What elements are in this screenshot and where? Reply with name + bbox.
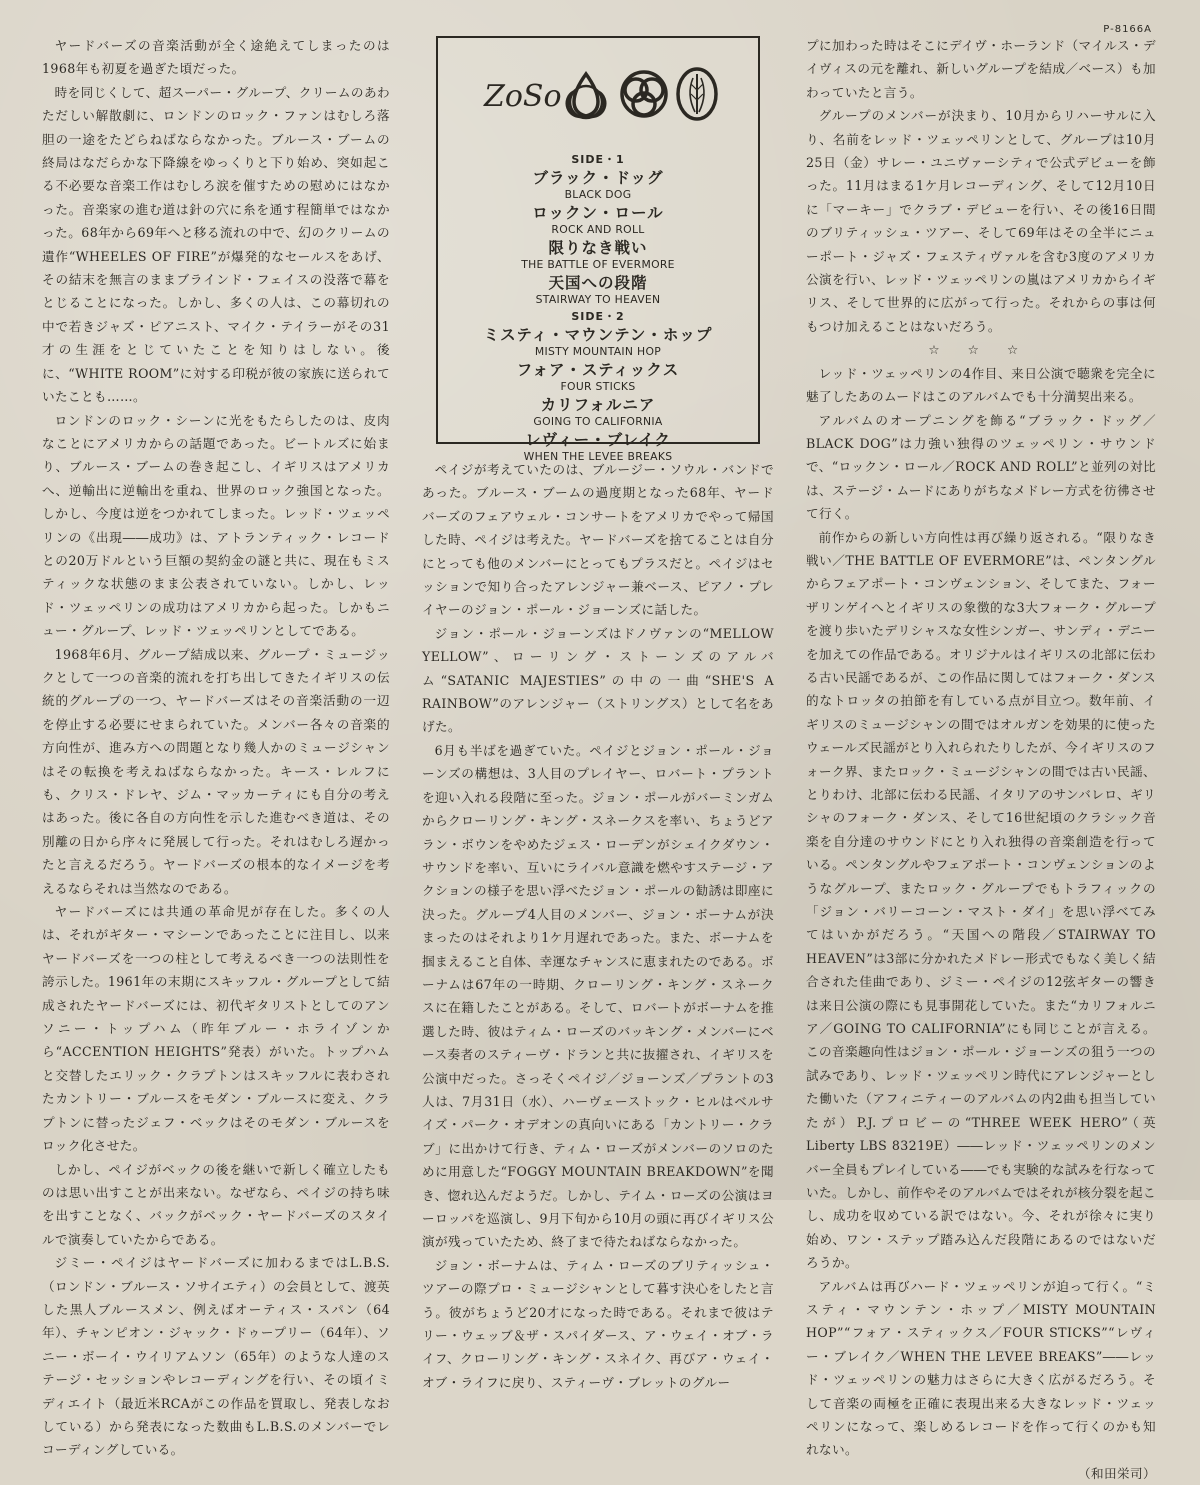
section-divider-stars: ☆☆☆ [928, 342, 1047, 358]
right-paragraph-6: アルバムは再びハード・ツェッペリンが迫って行く。“ミスティ・マウンテン・ホップ／MISTY MOUNTAIN HOP”“フォア・スティックス／FOUR STICKS”“レヴィー・ブレイク／WHEN THE LEVEE BREAKS”――レッド・ツェッペリンの魅力はさらに大きく広がるだろう。そして音楽の両極を正確に表現出来る大きなレッド・ツェッペリンになって、楽しめるレコードを作って行くのかも知れない。 [806, 1278, 1156, 1458]
feather-circle-symbol [678, 69, 716, 119]
tracklist-box [436, 36, 760, 463]
track-8-en: WHEN THE LEVEE BREAKS [523, 450, 673, 463]
track-7-jp: カリフォルニア [540, 396, 656, 414]
track-1-en: BLACK DOG [564, 188, 632, 201]
track-3-en: THE BATTLE OF EVERMORE [521, 258, 675, 271]
left-paragraph-4: 1968年6月、グループ結成以来、グループ・ミュージックとして一つの音楽的流れを打ち出してきたイギリスの伝統的グループの一つ、ヤードバーズはその音楽活動の一辺を停止する必要にせまられていた。メンバー各々の音楽的方向性が、進み方への問題となり幾人かのミュージシャンはその転換を考えねばならなかった。キース・レルフにも、クリス・ドレヤ、ジム・マッカーティにも自分の考えはあった。後に各自の方向性を示した進むべき道は、その別離の日から序々に発展して行った。それはむしろ遅かったと言えるだろう。ヤードバーズの根本的なイメージを考えるならそれは当然なのである。 [42, 646, 390, 896]
left-text-column [42, 34, 390, 1462]
four-symbols [482, 62, 722, 126]
track-4-jp: 天国への段階 [548, 274, 648, 292]
track-5-en: MISTY MOUNTAIN HOP [534, 345, 662, 358]
left-paragraph-3: ロンドンのロック・シーンに光をもたらしたのは、皮肉なことにアメリカからの話題であった。ビートルズに始まり、ブルース・ブームの巻き起こし、イギリスはアメリカへ、逆輸出に逆輸出を重ね、世界のロック強国となった。しかし、今度は逆をつかれてしまった。レッド・ツェッペリンの《出現――成功》は、アトランティック・レコードとの20万ドルという巨額の契約金の謎と共に、現在もミスティックな状態のまま公表されていない。しかし、レッド・ツェッペリンの成功はアメリカから起った。しかもニュー・グループ、レッド・ツェッペリンとしてである。 [42, 412, 390, 639]
track-2-jp: ロックン・ロール [532, 204, 664, 222]
left-paragraph-5: ヤードバーズには共通の革命児が存在した。多くの人は、それがギター・マシーンであったことに注目し、以来ヤードバーズを一つの柱として考えるべき一つの法則性を誇示した。1961年の末期にスキッフル・グループとして結成されたヤードバーズには、初代ギタリストとしてのアンソニー・トップハム（昨年ブルー・ホライゾンから“ACCENTION HEIGHTS”発表）がいた。トップハムと交替したエリック・クラプトンはスキッフルに表わされたカントリー・ブルースをモダン・ブルースに変え、クラプトンに替ったジェフ・ベックはそのモダン・ブルースをロック化させた。 [42, 904, 390, 1154]
track-8-jp: レヴィー・ブレイク [525, 431, 671, 449]
right-paragraph-1: プに加わった時はそこにデイヴ・ホーランド（マイルス・デイヴィスの元を離れ、新しいグループを結成／ベース）も加わっていたと言う。 [806, 38, 1156, 100]
track-4-en: STAIRWAY TO HEAVEN [535, 293, 661, 306]
side-2-label: SIDE・2 [571, 310, 625, 323]
right-text-column [806, 34, 1156, 1485]
right-paragraph-4: アルバムのオープニングを飾る“ブラック・ドッグ／BLACK DOG”は力強い独得のツェッペリン・サウンドで、“ロックン・ロール／ROCK AND ROLL”と並列の対比は、ステージ・ムードにありがちなメドレー方式を彷彿させて行く。 [806, 412, 1156, 522]
track-2-en: ROCK AND ROLL [551, 223, 645, 236]
middle-paragraph-4: ジョン・ボーナムは、ティム・ローズのブリティッシュ・ツアーの際プロ・ミュージシャンとして暮す決心をしたと言う。彼がちょうど20才になった時である。それまで彼はテリー・ウェッブ＆ザ・スパイダース、ア・ウェイ・オブ・ライフ、クローリング・キング・スネイク、再びア・ウェイ・オブ・ライフに戻り、スティーヴ・ブレットのグルー [422, 1257, 774, 1390]
borromean-rings-symbol [622, 72, 666, 116]
triquetra-symbol [567, 74, 605, 118]
middle-paragraph-1: ペイジが考えていたのは、ブルージー・ソウル・バンドであった。ブルース・ブームの過度期となった68年、ヤードバーズのフェアウェル・コンサートをアメリカでやって帰国した時、ペイジは考えた。ヤードバーズを捨てることは自分にとっても他のメンバーにとってもプラスだと。ペイジはセッションで知り合ったアレンジャー兼ベース、ピアノ・プレイヤーのジョン・ポール・ジョーンズに話した。 [422, 462, 774, 618]
right-paragraph-3: レッド・ツェッペリンの4作目、来日公演で聴衆を完全に魅了したあのムードはこのアルバムでも十分満契出来る。 [806, 365, 1156, 405]
left-paragraph-1: ヤードバーズの音楽活動が全く途絶えてしまったのは1968年も初夏を過ぎた頃だった。 [42, 38, 390, 77]
zoso-glyph [483, 79, 562, 114]
left-paragraph-7: ジミー・ペイジはヤードバーズに加わるまではL.B.S.（ロンドン・ブルース・ソサイエティ）の会員として、渡英した黒人ブルースメン、例えばオーティス・スパン（64年）、チャンピオン・ジャック・ドゥープリー（64年）、ソニー・ボーイ・ウイリアムソン（65年）のような人達のステージ・セッションやレコーディングを行い、その頃イミディエイト（最近米RCAがこの作品を買取し、発表しなおしている）から発表になった数曲もL.B.S.のメンバーでレコーディングしている。 [42, 1255, 390, 1458]
middle-paragraph-2: ジョン・ポール・ジョーンズはドノヴァンの“MELLOW YELLOW”、ローリング・ストーンズのアルバム“SATANIC MAJESTIES”の中の一曲“SHE'S A RAINBOW”のアレンジャー（ストリングス）として名をあげた。 [422, 625, 774, 735]
left-paragraph-2: 時を同じくして、超スーパー・グループ、クリームのあわただしい解散劇に、ロンドンのロック・ファンはむしろ落胆の一途をたどらねばならなかった。ブルース・ブームの終局はなだらかな下降線をゆっくりと下り始め、突如起こる不必要な音楽工作はむしろ涙を催すための慰めにはなかった。音楽家の進む道は針の穴に糸を通す程簡単ではなかった。68年から69年へと移る流れの中で、幻のクリームの遺作“WHEELES OF FIRE”が爆発的なセールスをあげ、その結末を無言のままブラインド・フェイスの没落で幕をとじることになった。しかし、多くの人は、この幕切れの中で若きジャズ・ピアニスト、マイク・テイラーがその31才の生涯をとじていたことを知りはしない。後に、“WHITE ROOM”に対する印税が彼の家族に送られていたことも……。 [42, 84, 390, 405]
track-7-en: GOING TO CALIFORNIA [533, 415, 663, 428]
author-credit: （和田栄司） [1078, 1465, 1156, 1481]
right-paragraph-2: グループのメンバーが決まり、10月からリハーサルに入り、名前をレッド・ツェッペリンとして、グループは10月25日（金）サレー・ユニヴァーシティで公式デビューを飾った。11月はまる1ケ月レコーディング、そして12月10日に「マーキー」でクラブ・デビューを行い、その後16日間のブリティッシュ・ツアー、そして69年はその全半にニューポート・ジャズ・フェスティヴァルを含む3度のアメリカ公演を行い、レッド・ツェッペリンの嵐はアメリカからイギリス、そして世界的に広がって行った。それからの事は何もつけ加えることはないだろう。 [806, 108, 1156, 334]
catalog-number: P-8166A [1103, 24, 1152, 35]
zoso-text: ZoSo [484, 79, 562, 114]
track-3-jp: 限りなき戦い [548, 239, 648, 257]
track-5-jp: ミスティ・マウンテン・ホップ [483, 326, 713, 344]
track-6-jp: フォア・スティックス [516, 361, 680, 379]
track-1-jp: ブラック・ドッグ [532, 169, 664, 187]
right-paragraph-5: 前作からの新しい方向性は再び繰り返される。“限りなき戦い／THE BATTLE OF EVERMORE”は、ペンタングルからフェアポート・コンヴェンション、そしてまた、フォーザリンゲイへとイギリスの象徴的な3大フォーク・グループを渡り歩いたデリシャスな女性シンガー、サンディ・デニーを加えての作品である。オリジナルはイギリスの北部に伝わる古い民謡であるが、この作品に関してはフォーク・ダンス的なトロッタの拍節を有している点が目立つ。数年前、イギリスのミュージシャンの間ではオルガンを効果的に使ったウェールズ民謡がとり入れられたりしたが、今イギリスのフォーク界、またロック・ミュージシャンの間では古い民謡、とりわけ、北部に伝わる民謡、イタリアのサンバレロ、ギリシャのフォーク・ダンス、そして16世紀頃のクラシック音楽を自分達のサウンドにとり入れ独得の音楽創造を行っている。ペンタングルやフェアポート・コンヴェンションのようなグループ、またロック・グループでもトラフィックの「ジョン・バリーコーン・マスト・ダイ」を思い浮べてみてはいかがだろう。“天国への階段／STAIRWAY TO HEAVEN”は3部に分かれたメドレー形式でもなく美しく結合された佳曲であり、ジミー・ペイジの12弦ギターの響きは来日公演の際にも見事開花していた。また“カリフォルニア／GOING TO CALIFORNIA”にも同じことが言える。この音楽趣向性はジョン・ポール・ジョーンズの狙う一つの試みであり、レッド・ツェッペリン時代にアレンジャーとした働いた（アフィニティーのアルバムの内2曲も担当していたが）P.J.プロビーの“THREE WEEK HERO”（英 Liberty LBS 83219E）――レッド・ツェッペリンのメンバー全員もプレイしている――でも実験的な試みを行なっていた。しかし、前作やそのアルバムではそれが核分裂を起こし、成功を収めている訳ではない。今、それが徐々に実り始め、ワン・ステップ踏み込んだ段階にあるのではないだろうか。 [806, 529, 1156, 1271]
side-1-label: SIDE・1 [571, 153, 625, 166]
middle-paragraph-3: 6月も半ばを過ぎていた。ペイジとジョン・ポール・ジョーンズの構想は、3人目のプレイヤー、ロバート・プラントを迎い入れる段階に至った。ジョン・ポールがバーミンガムからクローリング・キング・スネークスを率い、ちょうどアラン・ボウンをやめたジェス・ローデンがシェイクダウン・サウンドを率い、互いにライバル意識を燃やすステージ・アクションの様子を思い浮べたジョン・ポールの勧誘は即座に決った。グループ4人目のメンバー、ジョン・ボーナムが決まったのはそれより1ケ月遅れであった。また、ボーナムを掴まえること自体、幸運なチャンスに恵まれたのである。ボーナムは67年の一時期、クローリング・キング・スネークスに在籍したことがある。そして、ロバートがボーナムを推選した時、彼はティム・ローズのバッキング・メンバーにベース奏者のスティーヴ・ドランと共に抜擢され、イギリスを公演中だった。さっそくペイジ／ジョーンズ／プラントの3人は、7月31日（水）、ハーヴェーストック・ヒルはベルサイズ・パーク・オデオンの真向いにある「カントリー・クラブ」に出かけて行き、ティム・ローズがメンバーのソロのために用意した“FOGGY MOUNTAIN BREAKDOWN”を聞き、惚れ込んだようだ。しかし、テイム・ローズの公演はヨーロッパを巡演し、9月下旬から10月の頭に再びイギリス公演が残っていたため、終了まで待たねばならなかった。 [422, 742, 774, 1250]
middle-text-column [422, 458, 774, 1394]
tracklist [438, 150, 758, 465]
track-6-en: FOUR STICKS [560, 380, 636, 393]
left-paragraph-6: しかし、ペイジがベックの後を継いで新しく確立したものは思い出すことが出来ない。なぜなら、ペイジの持ち味を出すことなく、バックがベック・ヤードバーズのスタイルで演奏していたからである。 [42, 1161, 390, 1247]
